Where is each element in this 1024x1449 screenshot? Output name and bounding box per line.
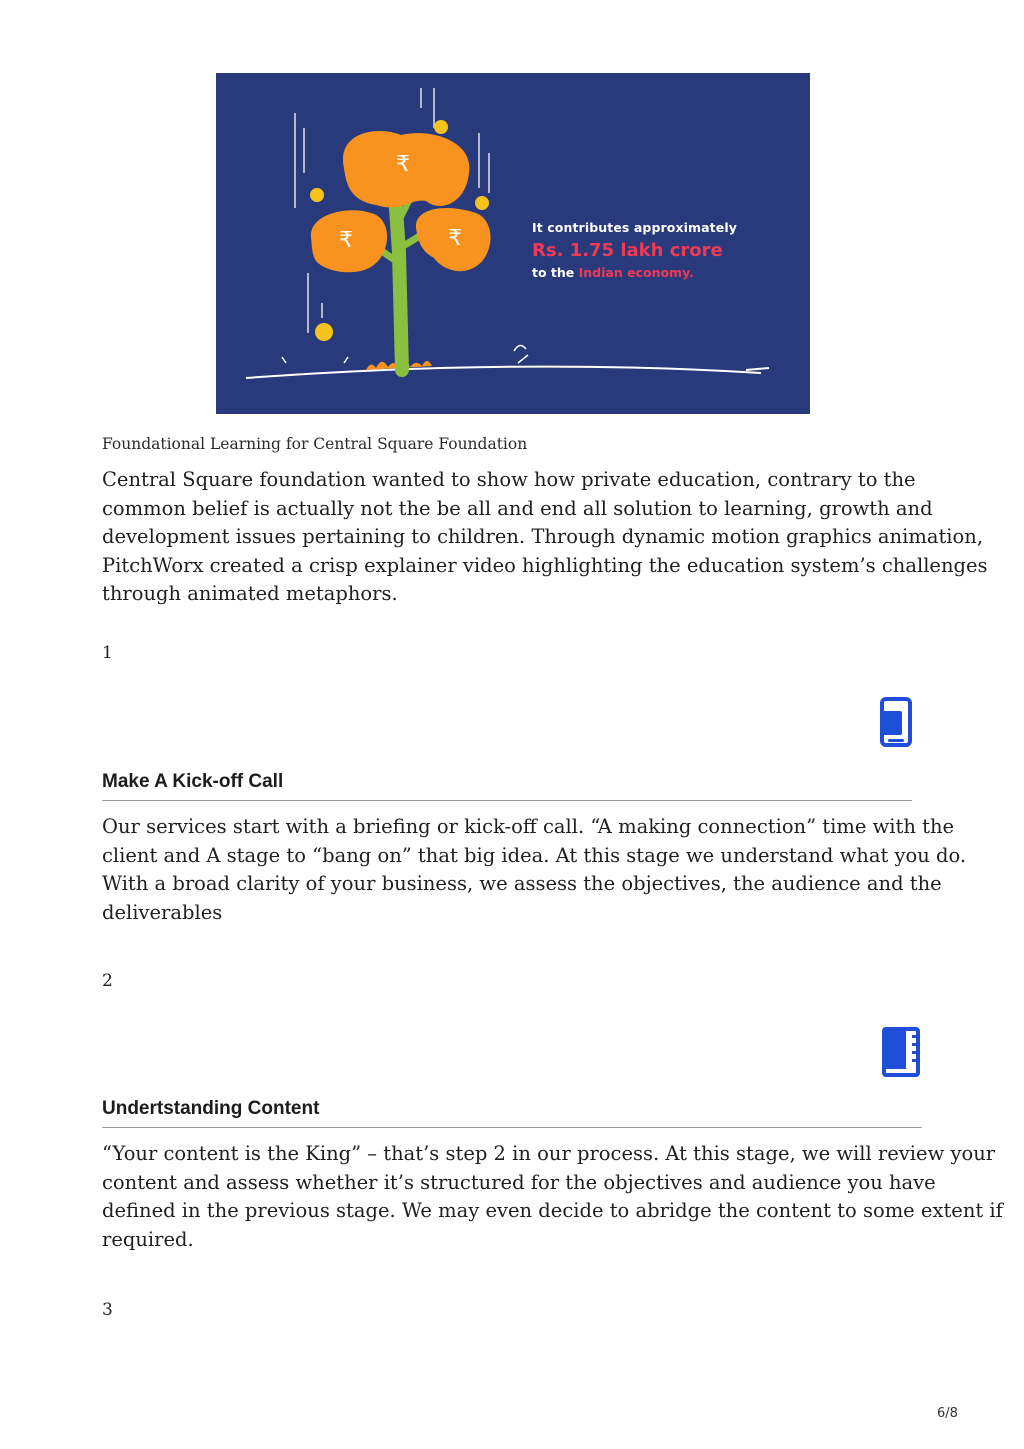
hero-line-3-highlight: Indian economy. xyxy=(578,265,694,280)
ground-line xyxy=(246,367,761,378)
intro-paragraph xyxy=(102,466,988,609)
text-line: client and A stage to “bang on” that big idea. At this stage we understand what you do. xyxy=(102,843,967,867)
text-line: “Your content is the King” – that’s step 2 in our process. At this stage, we will review your xyxy=(102,1142,996,1165)
step-number: 2 xyxy=(102,971,113,991)
coin-icon xyxy=(315,323,333,341)
text-line: Our services start with a briefing or kick-off call. “A making connection” time with the xyxy=(102,815,955,838)
divider xyxy=(102,800,912,801)
divider xyxy=(102,1127,922,1128)
step-title: Make A Kick-off Call xyxy=(102,771,284,792)
text-line: development issues pertaining to children. Through dynamic motion graphics animation, xyxy=(102,525,984,548)
text-line: PitchWorx created a crisp explainer video highlighting the education system’s challenges xyxy=(102,553,988,577)
text-line: deliverables xyxy=(102,900,223,924)
hero-line-3 xyxy=(532,265,737,280)
hero-amount: Rs. 1.75 lakh crore xyxy=(532,240,723,261)
text-line: through animated metaphors. xyxy=(102,582,398,605)
text-line: required. xyxy=(102,1227,194,1251)
coin-icon xyxy=(475,196,489,210)
ground-dash xyxy=(746,368,769,370)
hero-line-3-prefix: to the xyxy=(532,265,579,280)
text-line: common belief is actually not the be all and end all solution to learning, growth and xyxy=(102,496,933,520)
coin-icon xyxy=(434,120,448,134)
step-number: 1 xyxy=(102,643,113,663)
text-line: Central Square foundation wanted to show how private education, contrary to the xyxy=(102,468,916,491)
coin-icon xyxy=(310,188,324,202)
page-number: 6/8 xyxy=(937,1406,958,1421)
hero-illustration xyxy=(216,73,810,414)
text-line: content and assess whether it’s structured for the objectives and audience you have xyxy=(102,1170,936,1194)
step-title: Undertstanding Content xyxy=(102,1098,320,1119)
rupee-icon: ₹ xyxy=(339,228,353,253)
rupee-icon: ₹ xyxy=(396,152,410,177)
step-body xyxy=(102,813,966,927)
hero-line-1: It contributes approximately xyxy=(532,220,737,235)
rupee-icon: ₹ xyxy=(448,226,462,251)
image-caption: Foundational Learning for Central Square Foundation xyxy=(102,435,528,453)
step-number: 3 xyxy=(102,1300,113,1320)
text-line: With a broad clarity of your business, we assess the objectives, the audience and the xyxy=(102,872,942,895)
step-body xyxy=(102,1140,1003,1254)
text-line: defined in the previous stage. We may even decide to abridge the content to some extent if xyxy=(102,1199,1003,1222)
book-icon xyxy=(882,1027,922,1077)
hero-text xyxy=(532,220,737,280)
phone-icon xyxy=(880,697,912,749)
